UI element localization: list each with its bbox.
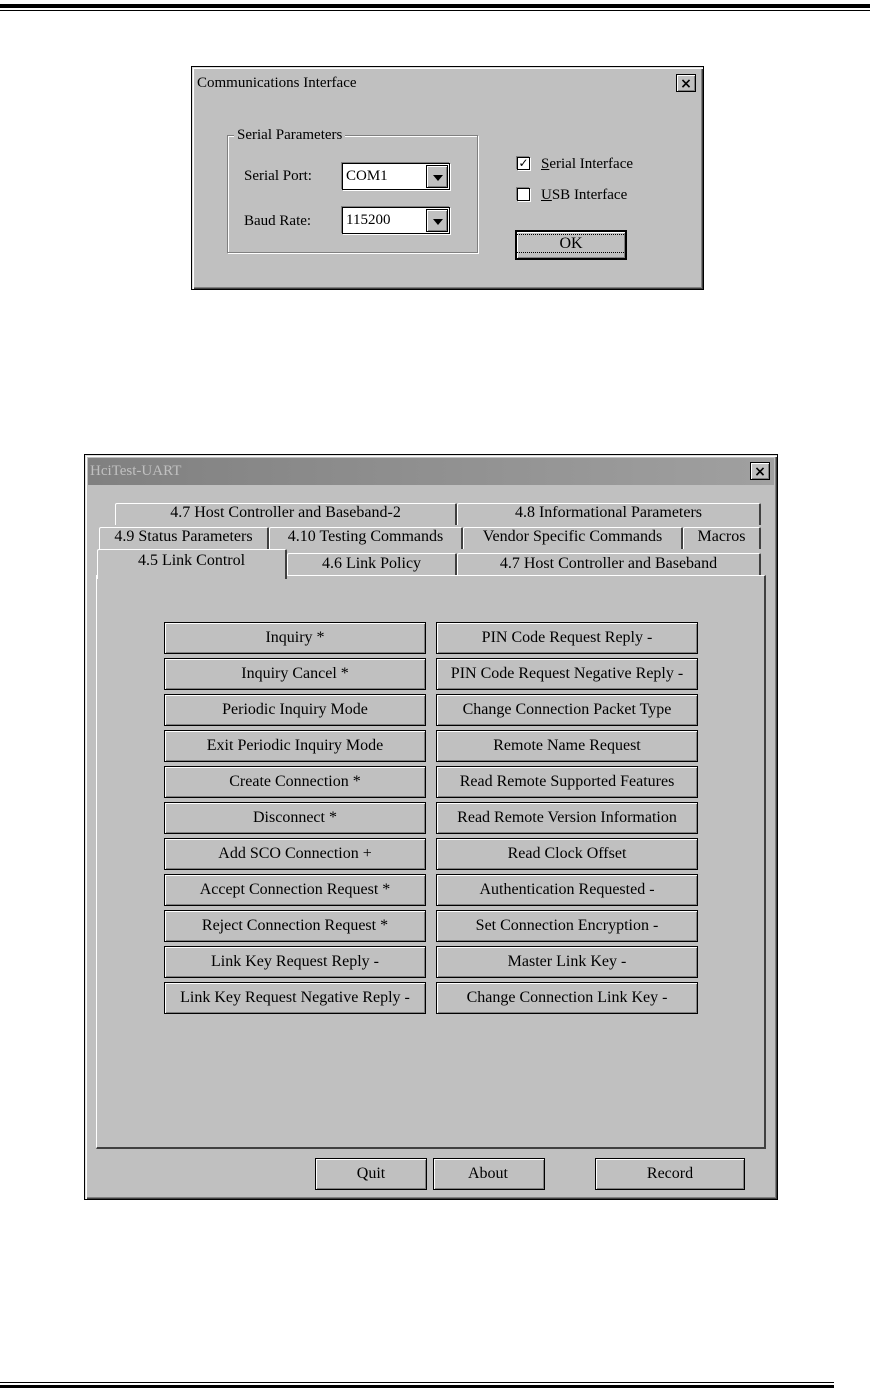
command-button-label: Authentication Requested - xyxy=(479,881,655,898)
baud-rate-value: 115200 xyxy=(346,212,391,228)
serial-port-select[interactable] xyxy=(342,163,450,190)
dialog-titlebar[interactable] xyxy=(195,70,700,97)
command-button-label: Change Connection Packet Type xyxy=(462,701,672,718)
chevron-down-icon[interactable] xyxy=(426,165,448,188)
link-control-panel xyxy=(96,575,766,1149)
serial-port-label: Serial Port: xyxy=(244,168,312,184)
quit-button[interactable] xyxy=(315,1158,427,1190)
command-button-label: PIN Code Request Reply - xyxy=(481,629,653,646)
hcitest-uart-window xyxy=(84,454,778,1200)
tab-link-control[interactable] xyxy=(97,549,287,579)
ok-button-label: OK xyxy=(517,235,624,252)
command-button[interactable] xyxy=(436,982,698,1014)
serial-parameters-group xyxy=(227,135,478,253)
usb-interface-label[interactable]: USB Interface xyxy=(541,187,628,203)
command-button[interactable] xyxy=(436,910,698,942)
top-rule-thick xyxy=(0,4,870,8)
baud-rate-select[interactable] xyxy=(342,207,450,234)
dialog-title: Communications Interface xyxy=(197,75,357,91)
command-button[interactable] xyxy=(436,838,698,870)
tab-macros[interactable] xyxy=(683,527,761,549)
command-button-label: Exit Periodic Inquiry Mode xyxy=(206,737,384,754)
top-rule-thin xyxy=(0,10,870,11)
tab-link-policy[interactable] xyxy=(287,553,457,575)
serial-parameters-title: Serial Parameters xyxy=(234,127,345,143)
serial-interface-label[interactable]: Serial Interface xyxy=(541,156,634,172)
command-button-label: Accept Connection Request * xyxy=(199,881,391,898)
label-text: erial Interface xyxy=(549,156,634,172)
close-icon[interactable]: × xyxy=(750,462,770,480)
command-button[interactable] xyxy=(164,982,426,1014)
usb-interface-checkbox[interactable] xyxy=(517,188,530,201)
tab-label: 4.9 Status Parameters xyxy=(114,528,253,545)
record-button[interactable] xyxy=(595,1158,745,1190)
about-button[interactable] xyxy=(433,1158,545,1190)
ok-button[interactable] xyxy=(515,230,627,260)
tab-testing-commands[interactable] xyxy=(269,527,463,549)
command-button[interactable] xyxy=(164,802,426,834)
command-button-label: PIN Code Request Negative Reply - xyxy=(450,665,684,682)
command-button[interactable] xyxy=(436,622,698,654)
tab-label: Macros xyxy=(697,528,746,545)
tab-label: 4.6 Link Policy xyxy=(321,555,422,572)
tab-label: 4.8 Informational Parameters xyxy=(514,504,703,521)
communications-interface-dialog xyxy=(191,66,704,290)
command-button-label: Read Remote Version Information xyxy=(457,809,677,826)
hcitest-titlebar[interactable] xyxy=(88,458,774,485)
bottom-rule-thin xyxy=(0,1382,834,1383)
command-button-label: Read Clock Offset xyxy=(507,845,627,862)
label-text: SB Interface xyxy=(551,187,628,203)
tab-label: 4.7 Host Controller and Baseband-2 xyxy=(170,504,401,521)
command-button[interactable] xyxy=(164,946,426,978)
command-button[interactable] xyxy=(164,874,426,906)
tab-status-parameters[interactable] xyxy=(99,527,269,549)
hcitest-title: HciTest-UART xyxy=(90,463,182,479)
baud-rate-label: Baud Rate: xyxy=(244,213,312,229)
command-button[interactable] xyxy=(436,730,698,762)
close-icon[interactable]: × xyxy=(676,74,696,92)
command-button[interactable] xyxy=(436,766,698,798)
command-button-label: Inquiry * xyxy=(265,629,325,646)
command-button-label: Reject Connection Request * xyxy=(201,917,389,934)
command-button[interactable] xyxy=(436,874,698,906)
command-button[interactable] xyxy=(436,946,698,978)
tab-label: 4.5 Link Control xyxy=(137,552,246,569)
command-button-label: Add SCO Connection + xyxy=(218,845,372,862)
command-button[interactable] xyxy=(436,694,698,726)
command-button-label: Change Connection Link Key - xyxy=(466,989,668,1006)
tab-host-controller-baseband-2[interactable] xyxy=(115,503,457,525)
command-button-label: Set Connection Encryption - xyxy=(475,917,659,934)
record-button-label: Record xyxy=(646,1165,694,1182)
tab-vendor-specific-commands[interactable] xyxy=(463,527,683,549)
command-button[interactable] xyxy=(164,694,426,726)
quit-button-label: Quit xyxy=(356,1165,386,1182)
command-button-label: Inquiry Cancel * xyxy=(241,665,349,682)
command-button[interactable] xyxy=(164,658,426,690)
tab-label: Vendor Specific Commands xyxy=(482,528,663,545)
bottom-rule-thick xyxy=(0,1385,834,1388)
command-button[interactable] xyxy=(436,802,698,834)
command-button-label: Periodic Inquiry Mode xyxy=(222,701,368,718)
command-button[interactable] xyxy=(164,766,426,798)
command-button[interactable] xyxy=(164,622,426,654)
tab-host-controller-baseband[interactable] xyxy=(457,553,761,575)
command-button[interactable] xyxy=(164,910,426,942)
serial-interface-checkbox[interactable]: ✓ xyxy=(518,156,529,170)
command-button-label: Remote Name Request xyxy=(493,737,641,754)
command-button-label: Create Connection * xyxy=(229,773,361,790)
serial-port-value: COM1 xyxy=(346,168,388,184)
tab-label: 4.7 Host Controller and Baseband xyxy=(499,555,718,572)
command-button-label: Read Remote Supported Features xyxy=(459,773,675,790)
command-button[interactable] xyxy=(164,730,426,762)
command-button[interactable] xyxy=(164,838,426,870)
tab-informational-parameters[interactable] xyxy=(457,503,761,525)
command-button[interactable] xyxy=(436,658,698,690)
command-button-label: Link Key Request Negative Reply - xyxy=(180,989,410,1006)
command-button-label: Link Key Request Reply - xyxy=(211,953,379,970)
about-button-label: About xyxy=(468,1165,508,1182)
command-button-label: Disconnect * xyxy=(253,809,337,826)
tab-label: 4.10 Testing Commands xyxy=(287,528,444,545)
chevron-down-icon[interactable] xyxy=(426,209,448,232)
command-button-label: Master Link Key - xyxy=(507,953,627,970)
